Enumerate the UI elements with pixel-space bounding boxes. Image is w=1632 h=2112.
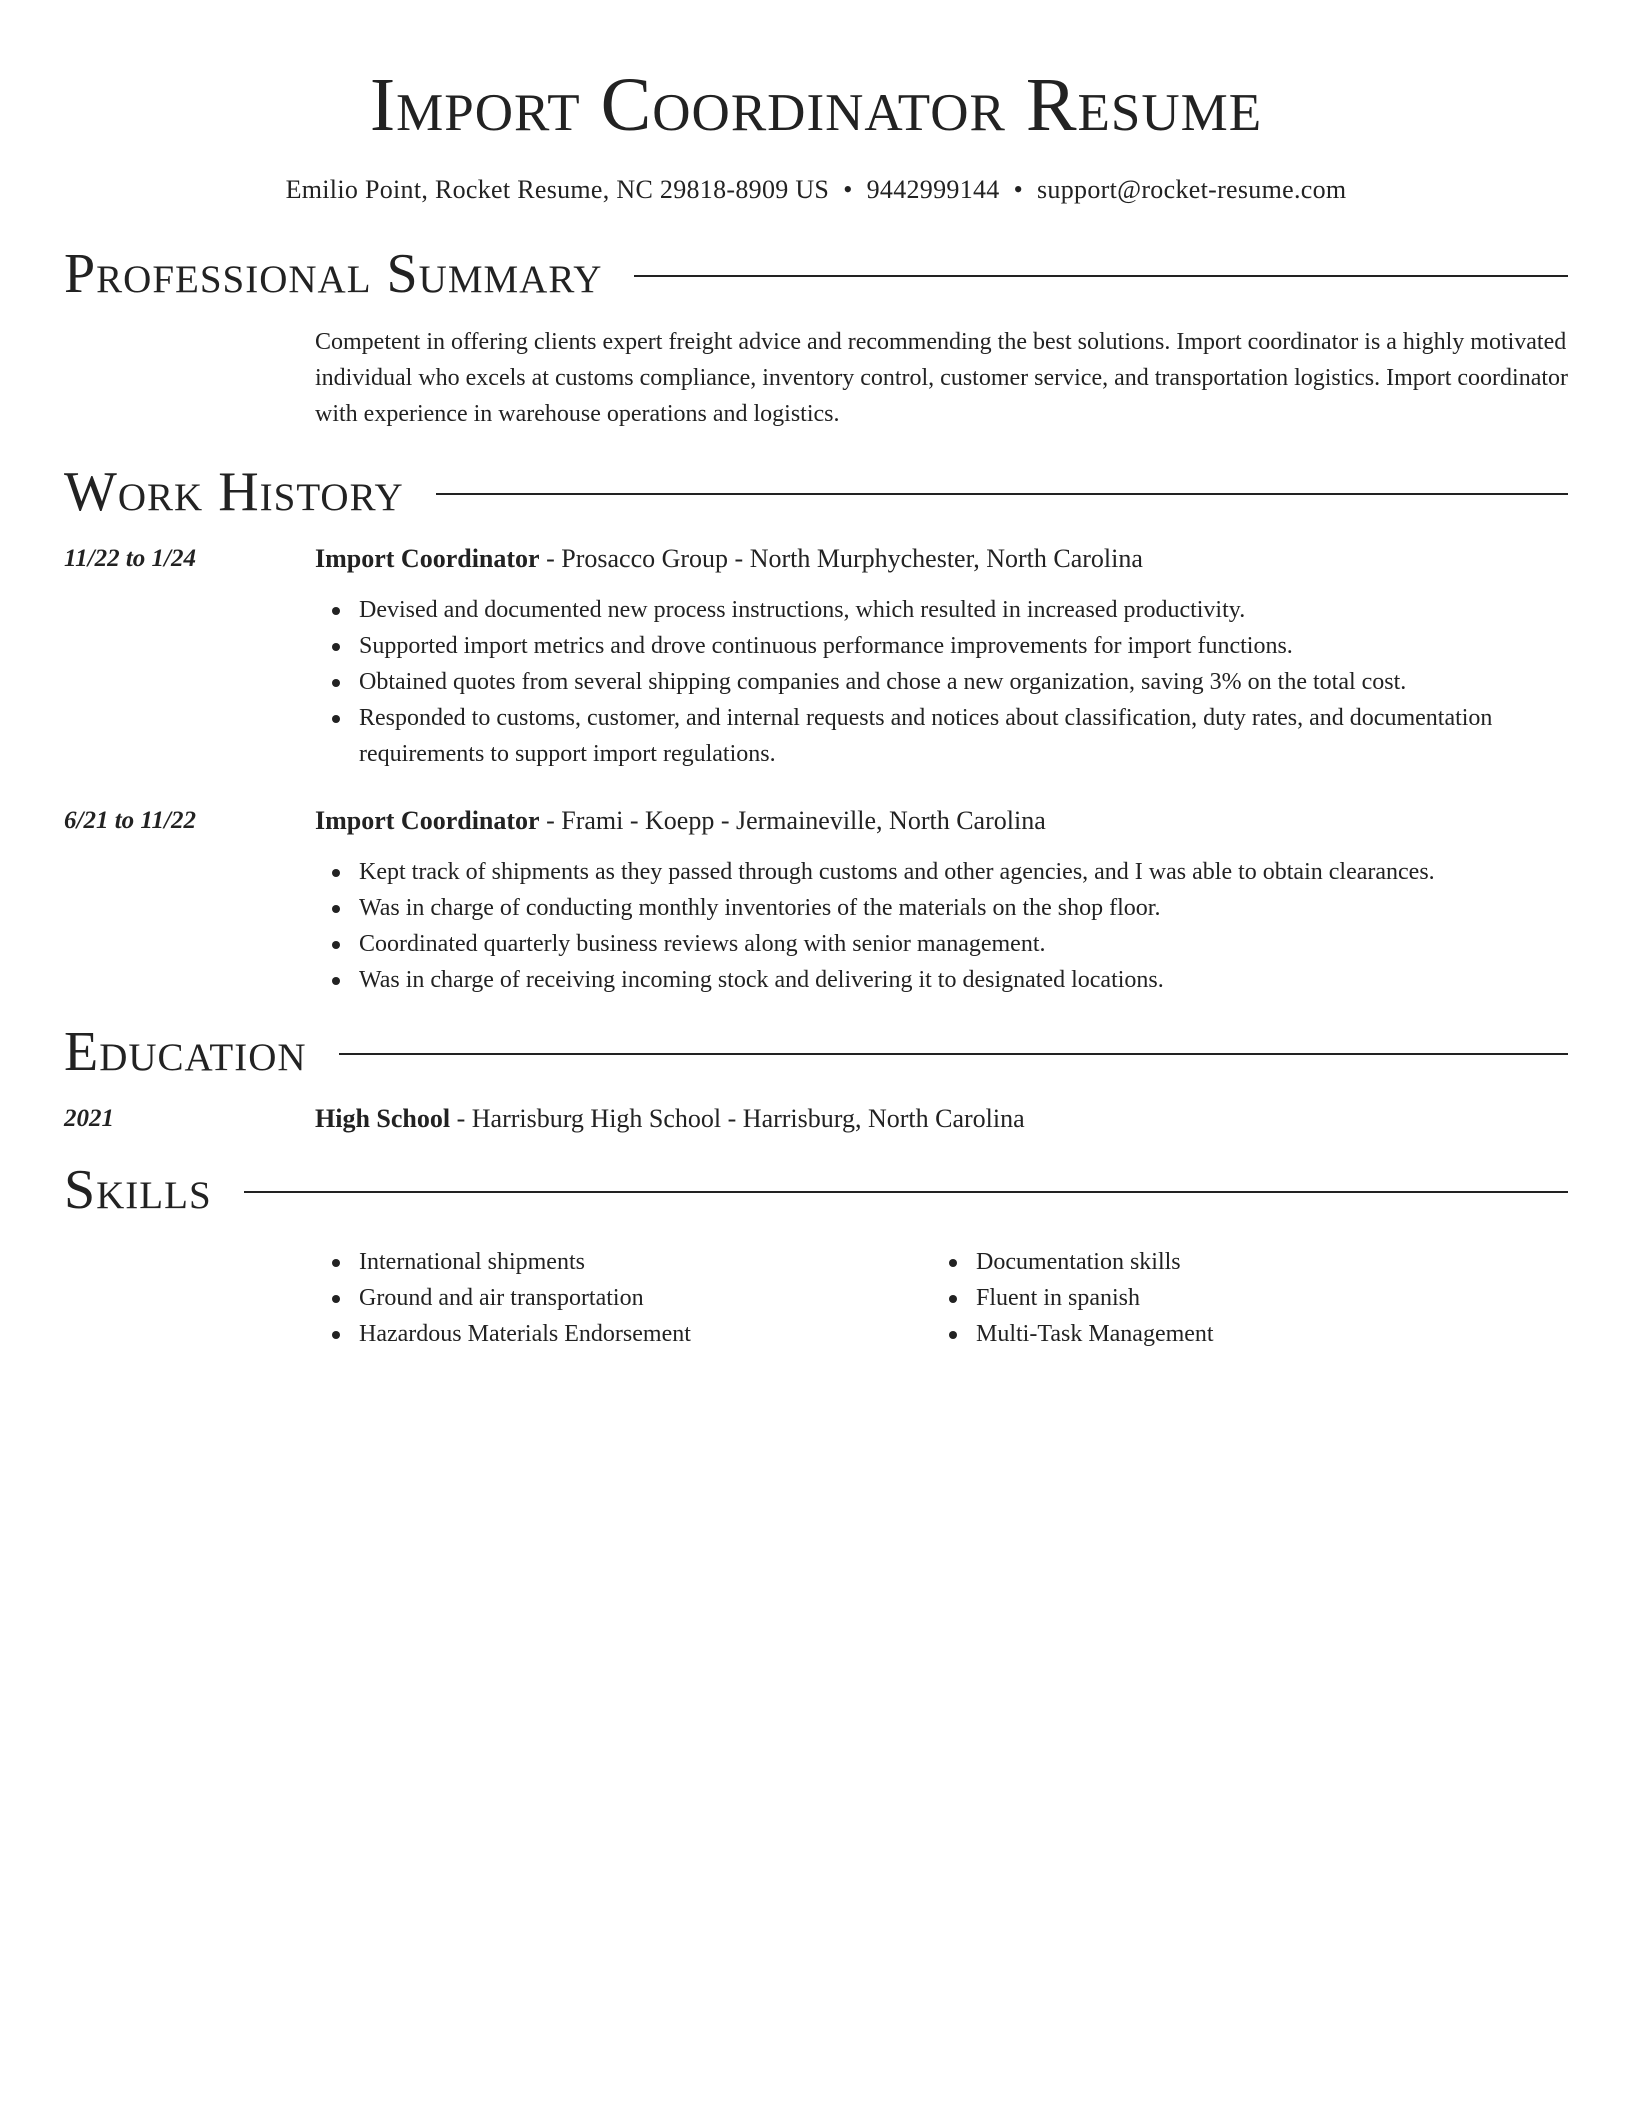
job-entry — [64, 542, 1568, 772]
job-bullets — [315, 854, 1568, 998]
job-bullet: Obtained quotes from several shipping companies and chose a new organization, saving 3% on the total cost. — [359, 664, 1568, 700]
job-role: Import Coordinator — [315, 806, 540, 835]
job-dates: 11/22 to 1/24 — [64, 545, 196, 572]
section-divider — [634, 275, 1568, 277]
skills-bullets — [315, 1244, 932, 1352]
contact-separator: • — [1013, 175, 1023, 204]
education-school: - Harrisburg High School - Harrisburg, North Carolina — [450, 1104, 1025, 1133]
contact-line — [64, 174, 1568, 206]
job-employer: - Prosacco Group - North Murphychester, North Carolina — [539, 544, 1143, 573]
education-body — [315, 1102, 1568, 1136]
skills-heading: Skills — [64, 1159, 212, 1221]
education-entry — [64, 1102, 1568, 1136]
job-dates: 6/21 to 11/22 — [64, 807, 196, 834]
skill-item: International shipments — [359, 1244, 932, 1280]
skill-item: Hazardous Materials Endorsement — [359, 1316, 932, 1352]
skill-item: Fluent in spanish — [976, 1280, 1549, 1316]
job-bullet: Supported import metrics and drove continuous performance improvements for import functions. — [359, 628, 1568, 664]
work-history-heading: Work History — [64, 461, 404, 523]
contact-separator: • — [843, 175, 853, 204]
section-divider — [244, 1191, 1568, 1193]
skill-item: Ground and air transportation — [359, 1280, 932, 1316]
job-bullet: Was in charge of receiving incoming stock and delivering it to designated locations. — [359, 962, 1568, 998]
job-role: Import Coordinator — [315, 544, 540, 573]
skills-bullets — [932, 1244, 1549, 1352]
job-bullet: Kept track of shipments as they passed through customs and other agencies, and I was able to obtain clearances. — [359, 854, 1568, 890]
skill-item: Multi-Task Management — [976, 1316, 1549, 1352]
education-line — [315, 1102, 1568, 1136]
contact-address: Emilio Point, Rocket Resume, NC 29818-8909 US — [285, 175, 830, 204]
job-bullet: Devised and documented new process instructions, which resulted in increased productivity. — [359, 592, 1568, 628]
education-heading: Education — [64, 1021, 307, 1083]
contact-phone: 9442999144 — [866, 175, 1000, 204]
job-employer: - Frami - Koepp - Jermaineville, North Carolina — [539, 806, 1046, 835]
education-year: 2021 — [64, 1105, 114, 1132]
summary-section-heading — [64, 242, 1568, 306]
skill-item: Documentation skills — [976, 1244, 1549, 1280]
resume-page — [64, 0, 1568, 1352]
job-bullet: Was in charge of conducting monthly inventories of the materials on the shop floor. — [359, 890, 1568, 926]
resume-title: Import Coordinator Resume — [369, 63, 1263, 147]
skills-column-right — [932, 1244, 1549, 1352]
education-section-heading — [64, 1020, 1568, 1084]
work-history-section-heading — [64, 460, 1568, 524]
job-entry — [64, 804, 1568, 998]
summary-text: Competent in offering clients expert freight advice and recommending the best solutions. Import coordinator is a highly motivated individual who excels at customs compliance, inventory control, customer service, and transportation logistics. Import coordinator with experience in warehouse operations and logistics. — [315, 329, 1569, 427]
job-body — [315, 542, 1568, 772]
skills-list — [315, 1244, 1568, 1352]
skills-section-heading — [64, 1158, 1568, 1222]
section-divider — [339, 1053, 1568, 1055]
job-title-line — [315, 804, 1568, 838]
education-degree: High School — [315, 1104, 451, 1133]
job-title-line — [315, 542, 1568, 576]
summary-heading: Professional Summary — [64, 243, 603, 305]
job-bullet: Responded to customs, customer, and internal requests and notices about classification, duty rates, and documentation requirements to support import regulations. — [359, 700, 1568, 772]
job-bullet: Coordinated quarterly business reviews along with senior management. — [359, 926, 1568, 962]
contact-email: support@rocket-resume.com — [1037, 175, 1347, 204]
skills-column-left — [315, 1244, 932, 1352]
section-divider — [436, 493, 1568, 495]
job-bullets — [315, 592, 1568, 772]
job-body — [315, 804, 1568, 998]
